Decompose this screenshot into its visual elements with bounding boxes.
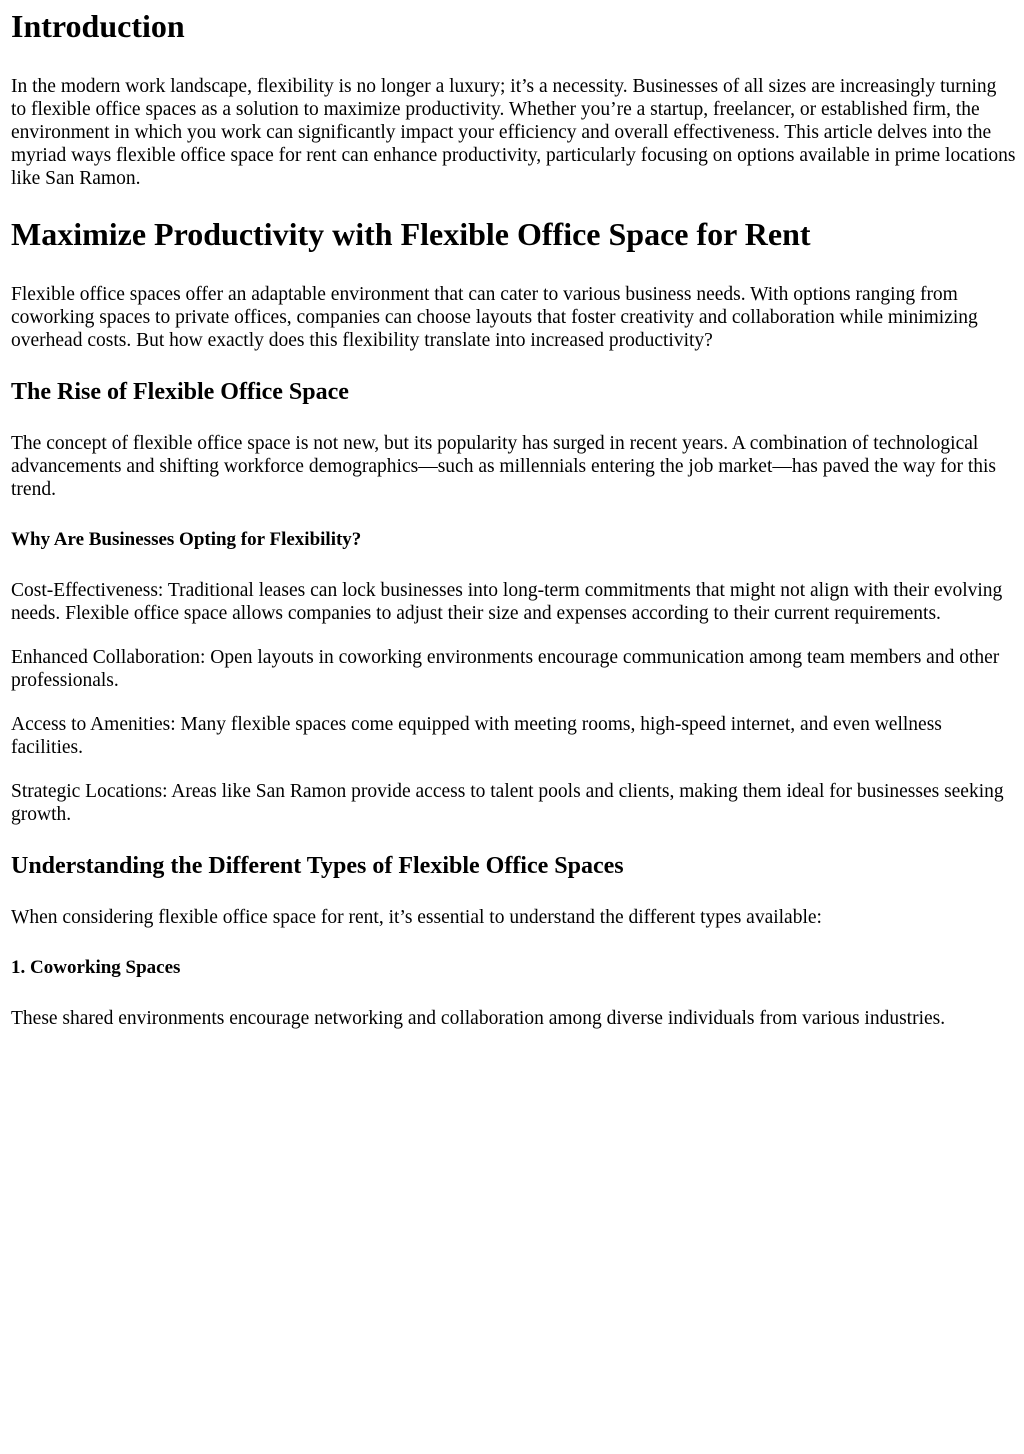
intro-heading: Introduction xyxy=(11,8,185,44)
reason-access-to-amenities: Access to Amenities: Many flexible spaces come equipped with meeting rooms, high-speed internet, and even wellness facilities. xyxy=(11,714,942,758)
reason-cost-effectiveness: Cost-Effectiveness: Traditional leases can lock businesses into long-term commitments that might not align with their evolving needs. Flexible office space allows companies to adjust their size and expenses according to their current requirements. xyxy=(11,580,1003,624)
reason-enhanced-collaboration: Enhanced Collaboration: Open layouts in coworking environments encourage communication among team members and other professionals. xyxy=(11,647,1000,691)
why-heading: Why Are Businesses Opting for Flexibility? xyxy=(11,529,362,550)
types-heading: Understanding the Different Types of Flexible Office Spaces xyxy=(11,853,624,879)
reason-strategic-locations: Strategic Locations: Areas like San Ramon provide access to talent pools and clients, making them ideal for businesses seeking growth. xyxy=(11,781,1004,825)
coworking-paragraph: These shared environments encourage networking and collaboration among diverse individuals from various industries. xyxy=(11,1008,946,1029)
coworking-heading: 1. Coworking Spaces xyxy=(11,957,181,978)
article xyxy=(0,8,1024,1030)
types-paragraph: When considering flexible office space for rent, it’s essential to understand the different types available: xyxy=(11,907,822,928)
intro-paragraph: In the modern work landscape, flexibility is no longer a luxury; it’s a necessity. Businesses of all sizes are increasingly turning to flexible office spaces as a solution to maximize productivity. Whether you’re a startup, freelancer, or established firm, the environment in which you work can significantly impact your efficiency and overall effectiveness. This article delves into the myriad ways flexible office space for rent can enhance productivity, particularly focusing on options available in prime locations like San Ramon. xyxy=(11,76,1016,189)
rise-heading: The Rise of Flexible Office Space xyxy=(11,379,349,405)
main-heading: Maximize Productivity with Flexible Office Space for Rent xyxy=(11,216,811,252)
main-paragraph: Flexible office spaces offer an adaptable environment that can cater to various business needs. With options ranging from coworking spaces to private offices, companies can choose layouts that foster creativity and collaboration while minimizing overhead costs. But how exactly does this flexibility translate into increased productivity? xyxy=(11,284,978,351)
rise-paragraph: The concept of flexible office space is not new, but its popularity has surged in recent years. A combination of technological advancements and shifting workforce demographics—such as millennials entering the job market—has paved the way for this trend. xyxy=(11,433,997,500)
